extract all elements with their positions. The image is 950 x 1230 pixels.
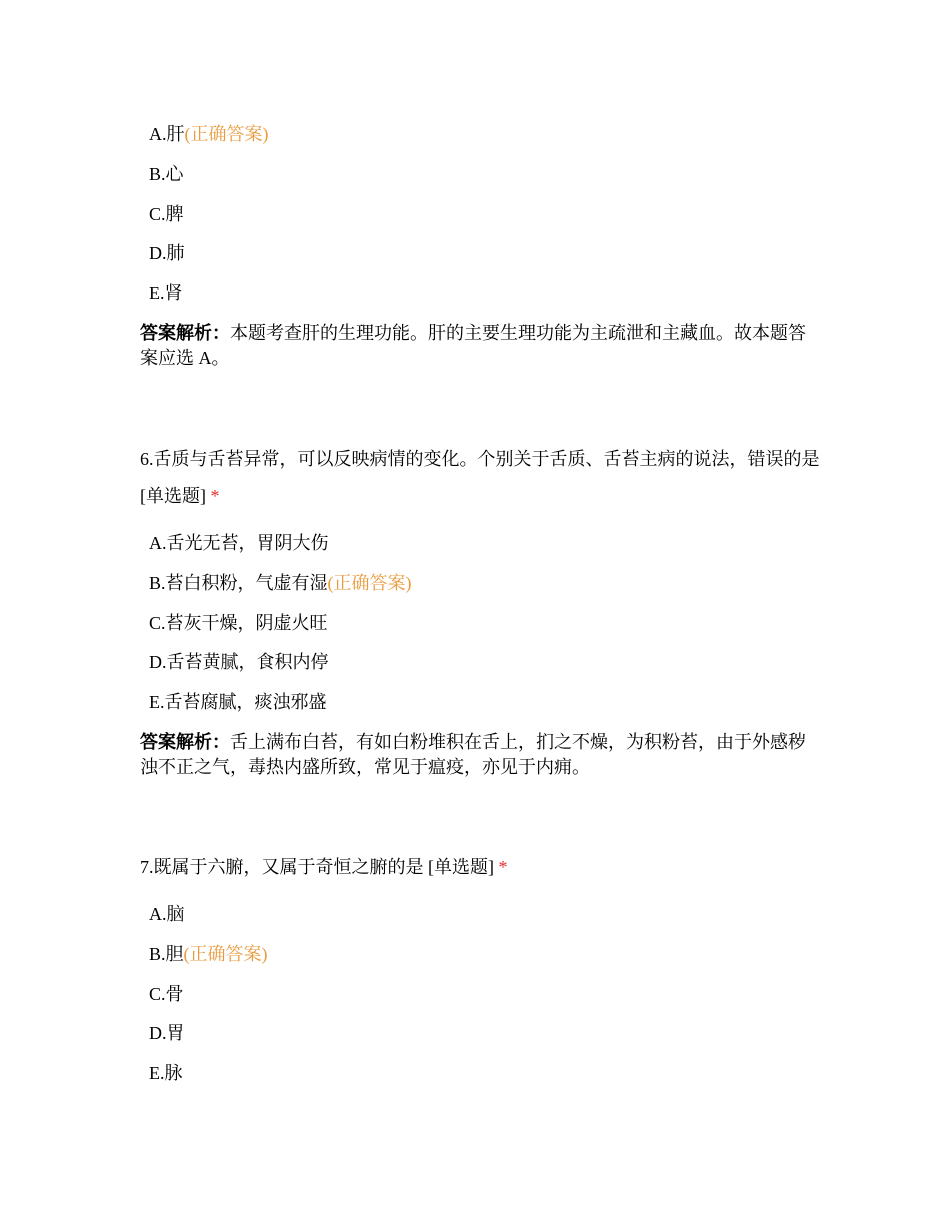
answer-analysis xyxy=(140,321,820,371)
option-label: E.舌苔腐腻，痰浊邪盛 xyxy=(149,692,327,712)
option-label: E.肾 xyxy=(149,283,183,303)
option-e[interactable] xyxy=(149,1061,183,1085)
option-b[interactable] xyxy=(149,942,268,966)
option-d[interactable] xyxy=(149,1021,185,1045)
option-label: E.脉 xyxy=(149,1063,183,1083)
option-c[interactable] xyxy=(149,611,328,635)
option-label: A.肝 xyxy=(149,124,185,144)
option-b[interactable] xyxy=(149,571,412,595)
option-e[interactable] xyxy=(149,281,183,305)
option-label: D.肺 xyxy=(149,243,185,263)
option-label: D.舌苔黄腻，食积内停 xyxy=(149,652,329,672)
analysis-text: 本题考查肝的生理功能。肝的主要生理功能为主疏泄和主藏血。故本题答案应选 A。 xyxy=(140,323,806,368)
option-e[interactable] xyxy=(149,690,327,714)
question-type: [单选题] xyxy=(140,486,206,506)
option-label: B.心 xyxy=(149,164,184,184)
option-label: C.骨 xyxy=(149,984,184,1004)
option-label: A.舌光无苔，胃阴大伤 xyxy=(149,533,329,553)
option-label: C.苔灰干燥，阴虚火旺 xyxy=(149,613,328,633)
question-text: 6.舌质与舌苔异常，可以反映病情的变化。个别关于舌质、舌苔主病的说法，错误的是 xyxy=(140,449,820,469)
correct-answer-tag: (正确答案) xyxy=(327,573,412,593)
option-label: A.脑 xyxy=(149,904,185,924)
question-text: 7.既属于六腑，又属于奇恒之腑的是 xyxy=(140,857,424,877)
option-label: C.脾 xyxy=(149,204,184,224)
option-d[interactable] xyxy=(149,241,185,265)
option-a[interactable] xyxy=(149,902,185,926)
question-title xyxy=(140,441,820,515)
question-title xyxy=(140,849,820,886)
correct-answer-tag: (正确答案) xyxy=(184,124,269,144)
option-c[interactable] xyxy=(149,202,184,226)
option-label: D.胃 xyxy=(149,1023,185,1043)
correct-answer-tag: (正确答案) xyxy=(183,944,268,964)
option-a[interactable] xyxy=(149,122,269,146)
required-mark: * xyxy=(210,486,220,506)
option-d[interactable] xyxy=(149,650,329,674)
required-mark: * xyxy=(498,857,508,877)
question-type: [单选题] xyxy=(428,857,494,877)
option-label: B.苔白积粉，气虚有湿 xyxy=(149,573,328,593)
option-label: B.胆 xyxy=(149,944,184,964)
option-b[interactable] xyxy=(149,162,184,186)
analysis-label: 答案解析： xyxy=(140,732,230,752)
option-c[interactable] xyxy=(149,982,184,1006)
analysis-label: 答案解析： xyxy=(140,323,230,343)
analysis-text: 舌上满布白苔，有如白粉堆积在舌上，扪之不燥，为积粉苔，由于外感秽浊不正之气，毒热内盛所致，常见于瘟疫，亦见于内痈。 xyxy=(140,732,806,777)
option-a[interactable] xyxy=(149,531,329,555)
answer-analysis xyxy=(140,730,820,780)
